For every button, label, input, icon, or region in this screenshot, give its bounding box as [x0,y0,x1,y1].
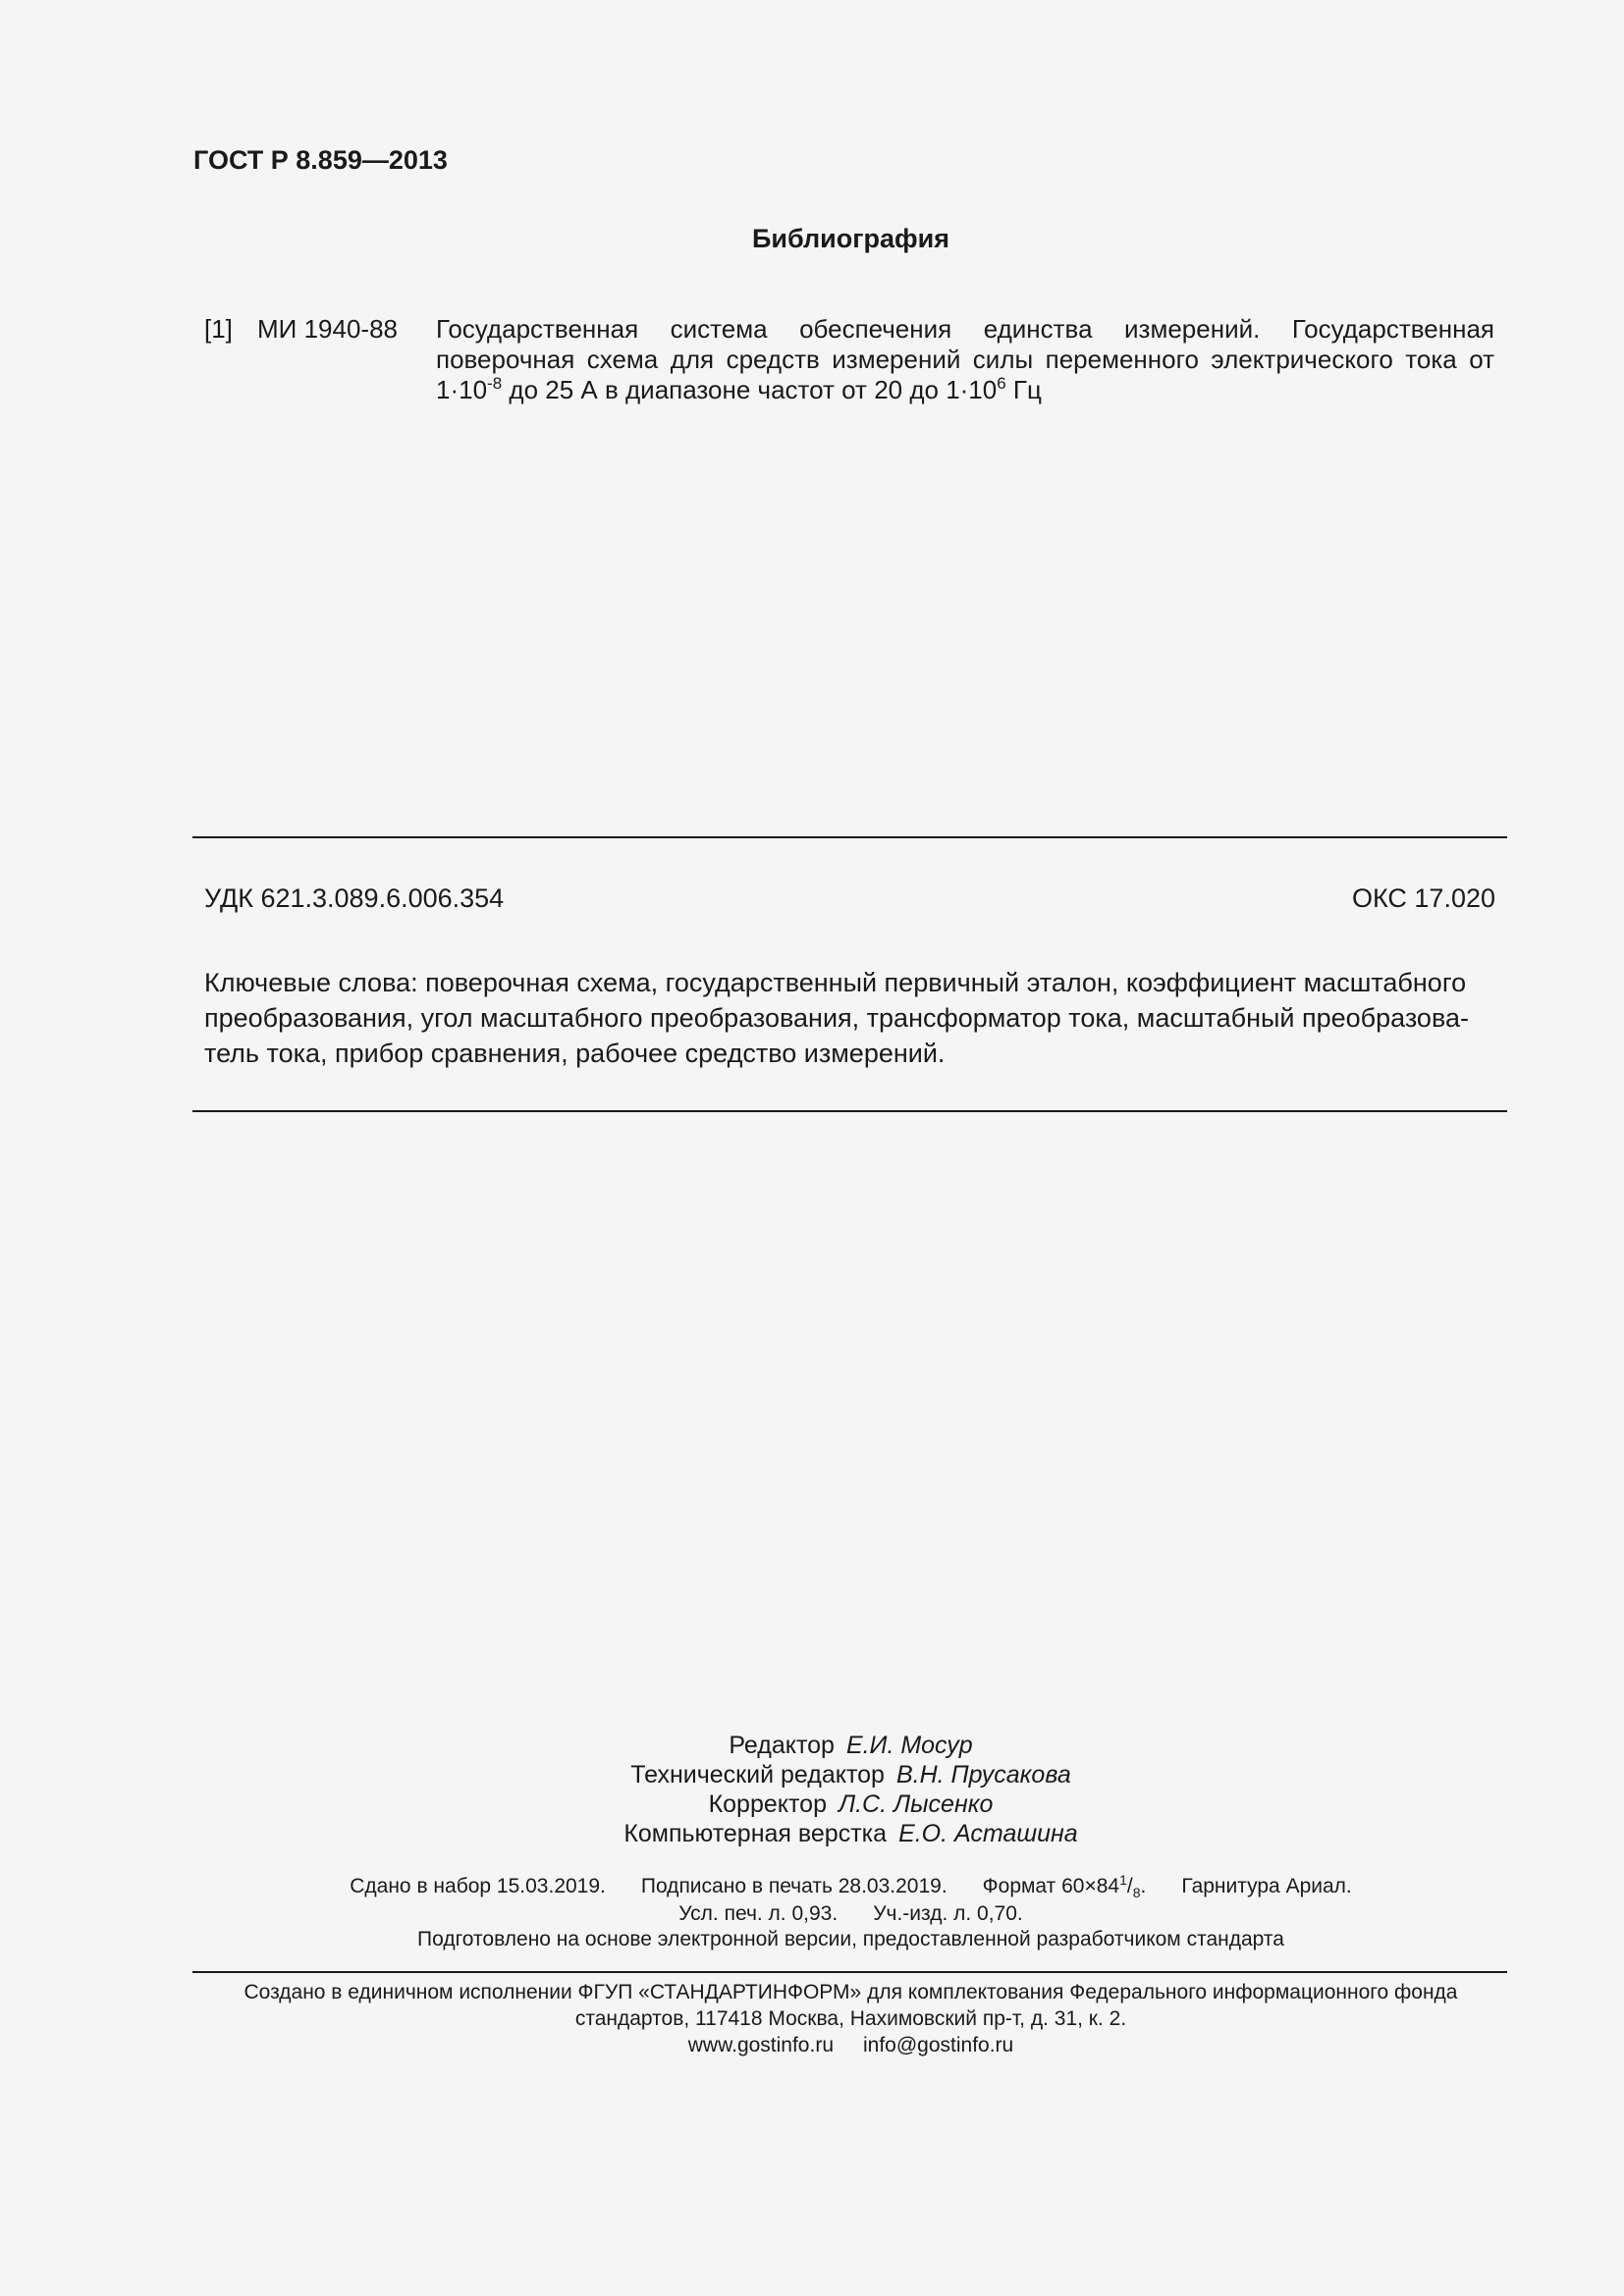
oks-code: ОКС 17.020 [1351,883,1495,913]
document-code: ГОСТ Р 8.859—2013 [193,145,448,175]
bibliography-text-part: до 25 А в диапазоне частот от 20 до 1·10 [502,375,998,404]
imprint-format-numerator: 1 [1119,1872,1127,1888]
staff-name: Е.И. Мосур [845,1732,973,1759]
staff-line-tech-editor [0,1761,1624,1789]
footer-line-2: стандартов, 117418 Москва, Нахимовский пр-т, д. 31, к. 2. [574,2007,1127,2030]
imprint-signed: Подписано в печать 28.03.2019. [640,1875,947,1897]
bibliography-exponent: -8 [487,374,503,393]
imprint-format-prefix: Формат 60×84 [982,1875,1120,1897]
imprint-format-denominator: 8 [1132,1885,1141,1900]
bibliography-exponent: 6 [997,374,1006,393]
bibliography-text-part: Гц [1005,375,1042,404]
imprint-prepared: Подготовлено на основе электронной версии, предоставленной разработчиком стандарта [417,1928,1284,1950]
footer-email-link[interactable]: info@gostinfo.ru [863,2034,1014,2056]
bibliography-text-part: Государственная система обеспечения единства измерений. Государственная поверочная схема для средств измерений силы переменного электрического тока от 1·10 [436,314,1494,404]
bibliography-item-reference: МИ 1940-88 [257,314,398,344]
divider-top [192,836,1507,838]
staff-name: Е.О. Асташина [898,1820,1078,1847]
imprint-print-sheets: Усл. печ. л. 0,93. [678,1902,839,1925]
bibliography-title: Библиография [752,224,949,253]
footer-contacts [0,2034,1624,2057]
bibliography-item-text [436,314,1494,405]
imprint-line-2 [0,1902,1624,1926]
staff-line-layout [0,1820,1624,1848]
staff-role: Корректор [708,1790,827,1818]
udc-code: УДК 621.3.089.6.006.354 [204,883,505,913]
imprint-line-1 [0,1872,1624,1900]
staff-line-proofreader [0,1790,1624,1819]
imprint-publisher-sheets: Уч.-изд. л. 0,70. [873,1902,1023,1925]
staff-role: Редактор [729,1732,835,1759]
imprint-format-suffix: . [1140,1875,1147,1897]
footer-website-link[interactable]: www.gostinfo.ru [687,2034,834,2056]
staff-role: Компьютерная верстка [623,1820,888,1847]
imprint-format: Формат $60\times 84^1/_8$. [982,1872,1147,1900]
imprint-submitted: Сдано в набор 15.03.2019. [350,1875,606,1897]
staff-name: Л.С. Лысенко [838,1790,994,1818]
imprint-typeface: Гарнитура Ариал. [1181,1875,1352,1897]
divider-middle [192,1110,1507,1112]
staff-line-editor [0,1732,1624,1760]
bibliography-item-number: [1] [204,314,233,344]
staff-name: В.Н. Прусакова [895,1761,1071,1789]
footer-line-1: Создано в единичном исполнении ФГУП «СТАНДАРТИНФОРМ» для комплектования Федерального информационного фонда [244,1981,1458,2003]
staff-role: Технический редактор [630,1761,885,1789]
keywords: Ключевые слова: поверочная схема, государственный первичный эталон, коэффициент масштабного преобразования, угол масштабного преобразования, трансформатор тока, масштабный преобразова-тель тока, прибор сравнения, рабочее средство измерений. [204,968,1469,1068]
divider-bottom [192,1971,1507,1973]
